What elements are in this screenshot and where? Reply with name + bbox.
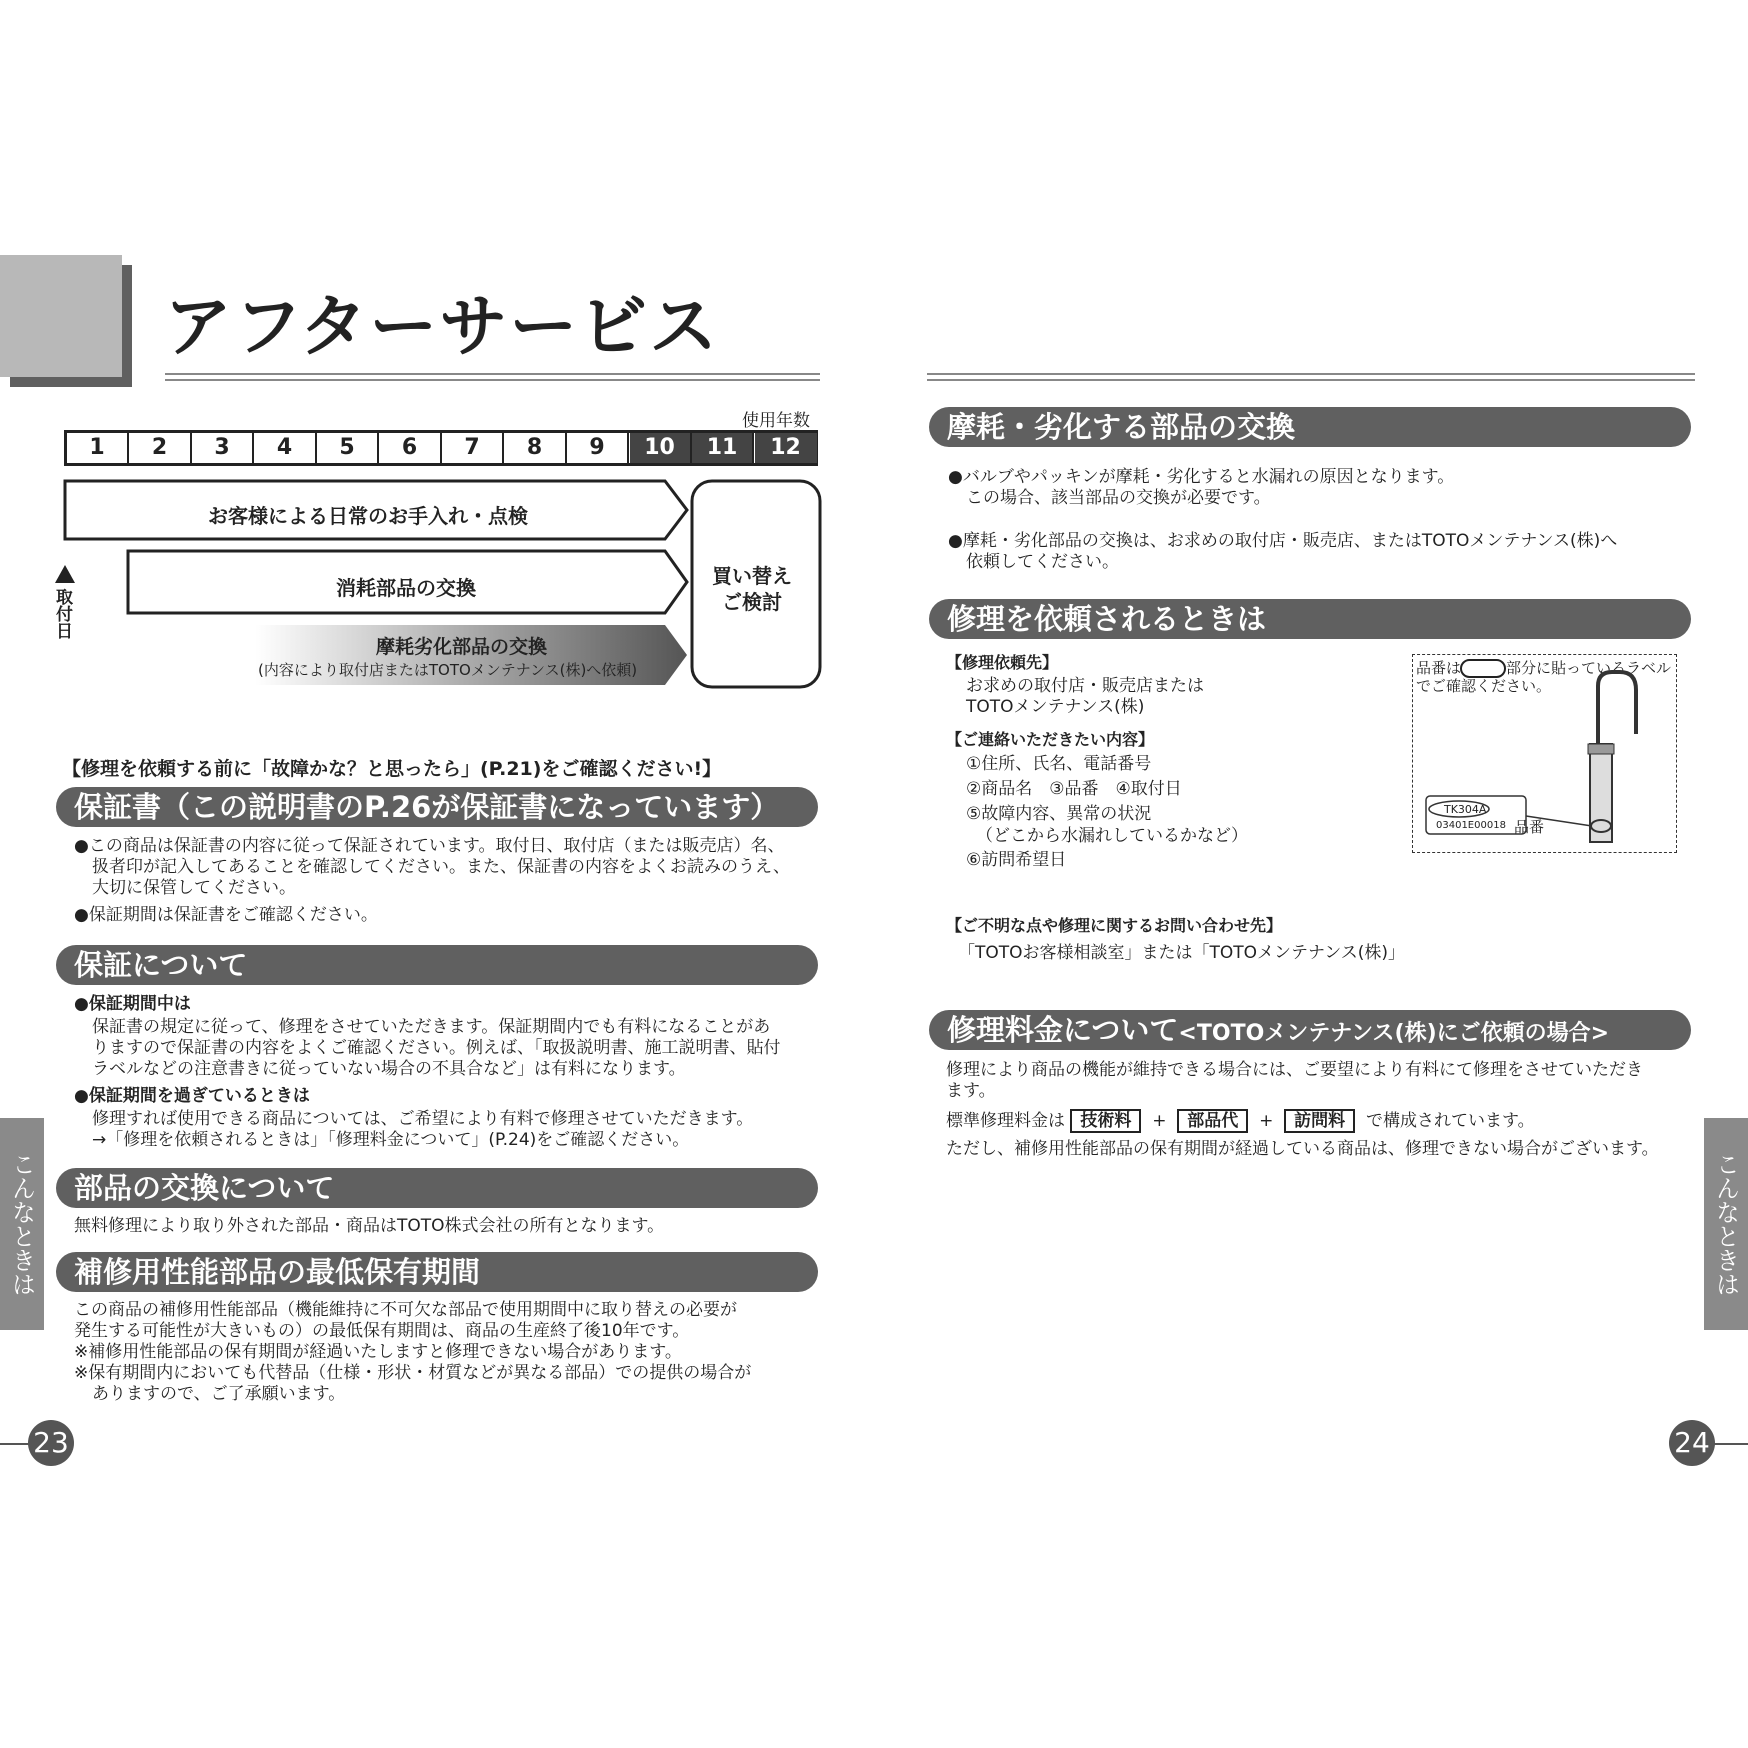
- title-block: [0, 255, 122, 377]
- request-dest-line: TOTOメンテナンス(株): [966, 697, 1145, 717]
- parts-line: 無料修理により取り外された部品・商品はTOTO株式会社の所有となります。: [74, 1216, 665, 1236]
- warranty-doc-line: 扱者印が記入してあることを確認してください。また、保証書の内容をよくお読みのうえ、: [92, 857, 791, 877]
- section-request: 修理を依頼されるときは: [929, 599, 1691, 639]
- retention-line: ありますので、ご了承願います。: [92, 1384, 346, 1404]
- fee-formula-suffix: で構成されています。: [1365, 1111, 1535, 1131]
- fee-heading: 修理料金について: [947, 1013, 1179, 1047]
- fee-formula: [946, 1109, 1535, 1133]
- page-number-line-left: [0, 1443, 30, 1445]
- year-cell: 12: [755, 433, 817, 463]
- year-cell: 6: [380, 433, 442, 463]
- year-cell: 2: [130, 433, 192, 463]
- arrow-daily-label: お客様による日常のお手入れ・点検: [208, 504, 528, 528]
- wear-line: この場合、該当部品の交換が必要です。: [966, 488, 1271, 508]
- section-retention: 補修用性能部品の最低保有期間: [56, 1252, 818, 1292]
- inquiry-head: 【ご不明な点や修理に関するお問い合わせ先】: [946, 916, 1283, 935]
- label-note-b: 部分に貼っているラベル: [1506, 659, 1672, 677]
- section-parts: 部品の交換について: [56, 1168, 818, 1208]
- wear-line: 依頼してください。: [966, 552, 1119, 572]
- install-day-label: 取付日: [52, 588, 72, 639]
- year-cell: 3: [192, 433, 254, 463]
- section-warranty-doc: 保証書（この説明書のP.26が保証書になっています）: [56, 787, 818, 827]
- install-marker: [55, 565, 75, 583]
- pre-repair-notice: 【修理を依頼する前に「故障かな？と思ったら」(P.21)をご確認ください!】: [62, 758, 722, 780]
- label-model: TK304A: [1444, 803, 1487, 816]
- page-number-line-right: [1714, 1443, 1748, 1445]
- inquiry-line: 「TOTOお客様相談室」または「TOTOメンテナンス(株)」: [958, 943, 1405, 963]
- fee-heading-sub: <TOTOメンテナンス(株)にご依頼の場合>: [1178, 1021, 1610, 1046]
- label-pointer: 品番: [1514, 818, 1545, 836]
- years-label: 使用年数: [742, 411, 810, 431]
- fee-line: ただし、補修用性能部品の保有期間が経過している商品は、修理できない場合がございます。: [946, 1139, 1659, 1159]
- plus-1: +: [1152, 1111, 1167, 1131]
- request-contact-line: ①住所、氏名、電話番号: [966, 754, 1152, 774]
- year-cell: 9: [567, 433, 629, 463]
- side-tab-right: こんなときは: [1704, 1118, 1748, 1330]
- warranty-sub1-line: 保証書の規定に従って、修理をさせていただきます。保証期間内でも有料になることがあ: [92, 1017, 771, 1037]
- section-warranty: 保証について: [56, 945, 818, 985]
- title-rule: [165, 373, 820, 381]
- section-wear: 摩耗・劣化する部品の交換: [929, 407, 1691, 447]
- year-cell: 11: [692, 433, 754, 463]
- warranty-sub2: ●保証期間を過ぎているときは: [74, 1086, 310, 1106]
- warranty-sub1-line: りますので保証書の内容をよくご確認ください。例えば、「取扱説明書、施工説明書、貼付: [92, 1038, 781, 1058]
- retention-line: ※補修用性能部品の保有期間が経過いたしますと修理できない場合があります。: [74, 1342, 682, 1362]
- arrow-wear-note: (内容により取付店またはTOTOメンテナンス(株)へ依頼): [258, 661, 638, 679]
- fee-line: 修理により商品の機能が維持できる場合には、ご要望により有料にて修理をさせていただき: [946, 1060, 1643, 1080]
- fee-tech: 技術料: [1070, 1109, 1141, 1133]
- page-number-left: 23: [28, 1420, 74, 1466]
- request-contact-head: 【ご連絡いただきたい内容】: [946, 730, 1155, 749]
- request-contact-line: （どこから水漏れしているかなど）: [976, 826, 1248, 846]
- request-contact-line: ②商品名 ③品番 ④取付日: [966, 779, 1182, 799]
- year-cell: 8: [505, 433, 567, 463]
- label-note-a: 品番は: [1416, 659, 1462, 677]
- request-contact-line: ⑥訪問希望日: [966, 850, 1067, 870]
- year-cell: 10: [630, 433, 692, 463]
- warranty-sub2-line: 修理すれば使用できる商品については、ご希望により有料で修理させていただきます。: [92, 1109, 754, 1129]
- fee-formula-prefix: 標準修理料金は: [946, 1111, 1065, 1131]
- page-number-right: 24: [1669, 1420, 1715, 1466]
- request-contact-line: ⑤故障内容、異常の状況: [966, 804, 1152, 824]
- replace-line-2: ご検討: [722, 590, 782, 614]
- year-cell: 5: [317, 433, 379, 463]
- warranty-doc-line: ●保証期間は保証書をご確認ください。: [74, 905, 378, 925]
- side-tab-left: こんなときは: [0, 1118, 44, 1330]
- replace-line-1: 買い替え: [712, 564, 792, 588]
- title-rule-right: [927, 373, 1695, 381]
- year-cell: 4: [255, 433, 317, 463]
- warranty-sub1: ●保証期間中は: [74, 994, 191, 1014]
- plus-2: +: [1259, 1111, 1274, 1131]
- section-fee: [929, 1010, 1691, 1050]
- warranty-sub2-line: →「修理を依頼されるときは」「修理料金について」(P.24)をご確認ください。: [92, 1130, 690, 1150]
- arrow-wear-title: 摩耗劣化部品の交換: [376, 636, 548, 658]
- request-dest-line: お求めの取付店・販売店または: [966, 676, 1204, 696]
- label-serial: 03401E00018: [1436, 820, 1506, 831]
- year-cell: 1: [67, 433, 129, 463]
- retention-line: この商品の補修用性能部品（機能維持に不可欠な部品で使用期間中に取り替えの必要が: [74, 1300, 737, 1320]
- arrow-consumable-label: 消耗部品の交換: [336, 576, 476, 600]
- fee-line: ます。: [946, 1081, 996, 1101]
- label-note-c: でご確認ください。: [1416, 677, 1552, 695]
- year-cell: 7: [442, 433, 504, 463]
- warranty-doc-line: ●この商品は保証書の内容に従って保証されています。取付日、取付店（または販売店）名、: [74, 836, 785, 856]
- fee-visit: 訪問料: [1284, 1109, 1355, 1133]
- request-dest-head: 【修理依頼先】: [946, 653, 1059, 672]
- wear-line: ●バルブやパッキンが摩耗・劣化すると水漏れの原因となります。: [948, 467, 1455, 487]
- warranty-doc-line: 大切に保管してください。: [92, 878, 296, 898]
- warranty-sub1-line: ラベルなどの注意書きに従っていない場合の不具合など」は有料になります。: [92, 1059, 686, 1079]
- retention-line: ※保有期間内においても代替品（仕様・形状・材質などが異なる部品）での提供の場合が: [74, 1363, 752, 1383]
- retention-line: 発生する可能性が大きいもの）の最低保有期間は、商品の生産終了後10年です。: [74, 1321, 690, 1341]
- page-title: アフターサービス: [164, 288, 720, 367]
- fee-parts: 部品代: [1177, 1109, 1248, 1133]
- wear-line: ●摩耗・劣化部品の交換は、お求めの取付店・販売店、またはTOTOメンテナンス(株)へ: [948, 531, 1618, 551]
